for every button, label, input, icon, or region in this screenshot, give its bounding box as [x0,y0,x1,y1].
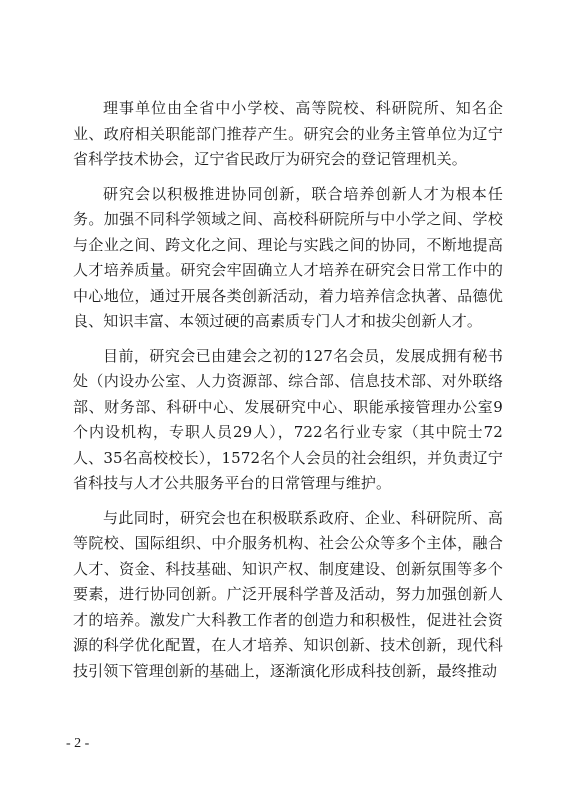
paragraph-1: 理事单位由全省中小学校、高等院校、科研院所、知名企业、政府相关职能部门推荐产生。研究会的业务主管单位为辽宁省科学技术协会，辽宁省民政厅为研究会的登记管理机关。 [73,99,503,168]
paragraph-4: 与此同时，研究会也在积极联系政府、企业、科研院所、高等院校、国际组织、中介服务机构、社会公众等多个主体，融合人才、资金、科技基础、知识产权、制度建设、创新氛围等多个要素，进行协同创新。广泛开展科学普及活动，努力加强创新人才的培养。激发广大科教工作者的创造力和积极性，促进社会资源的科学优化配置，在人才培养、知识创新、技术创新，现代科技引领下管理创新的基础上，逐渐演化形成科技创新，最终推动 [73,508,503,680]
paragraph-2: 研究会以积极推进协同创新，联合培养创新人才为根本任务。加强不同科学领域之间、高校科研院所与中小学之间、学校与企业之间、跨文化之间、理论与实践之间的协同，不断地提高人才培养质量。研究会牢固确立人才培养在研究会日常工作中的中心地位，通过开展各类创新活动，着力培养信念执著、品德优良、知识丰富、本领过硬的高素质专门人才和拔尖创新人才。 [73,184,503,330]
page-number: - 2 - [66,736,90,751]
body-text [73,96,503,693]
paragraph-3: 目前，研究会已由建会之初的127名会员，发展成拥有秘书处（内设办公室、人力资源部、综合部、信息技术部、对外联络部、财务部、科研中心、发展研究中心、职能承接管理办公室9个内设机构，专职人员29人），722名行业专家（其中院士72人、35名高校校长），1572名个人会员的社会组织，并负责辽宁省科技与人才公共服务平台的日常管理与维护。 [73,346,503,492]
